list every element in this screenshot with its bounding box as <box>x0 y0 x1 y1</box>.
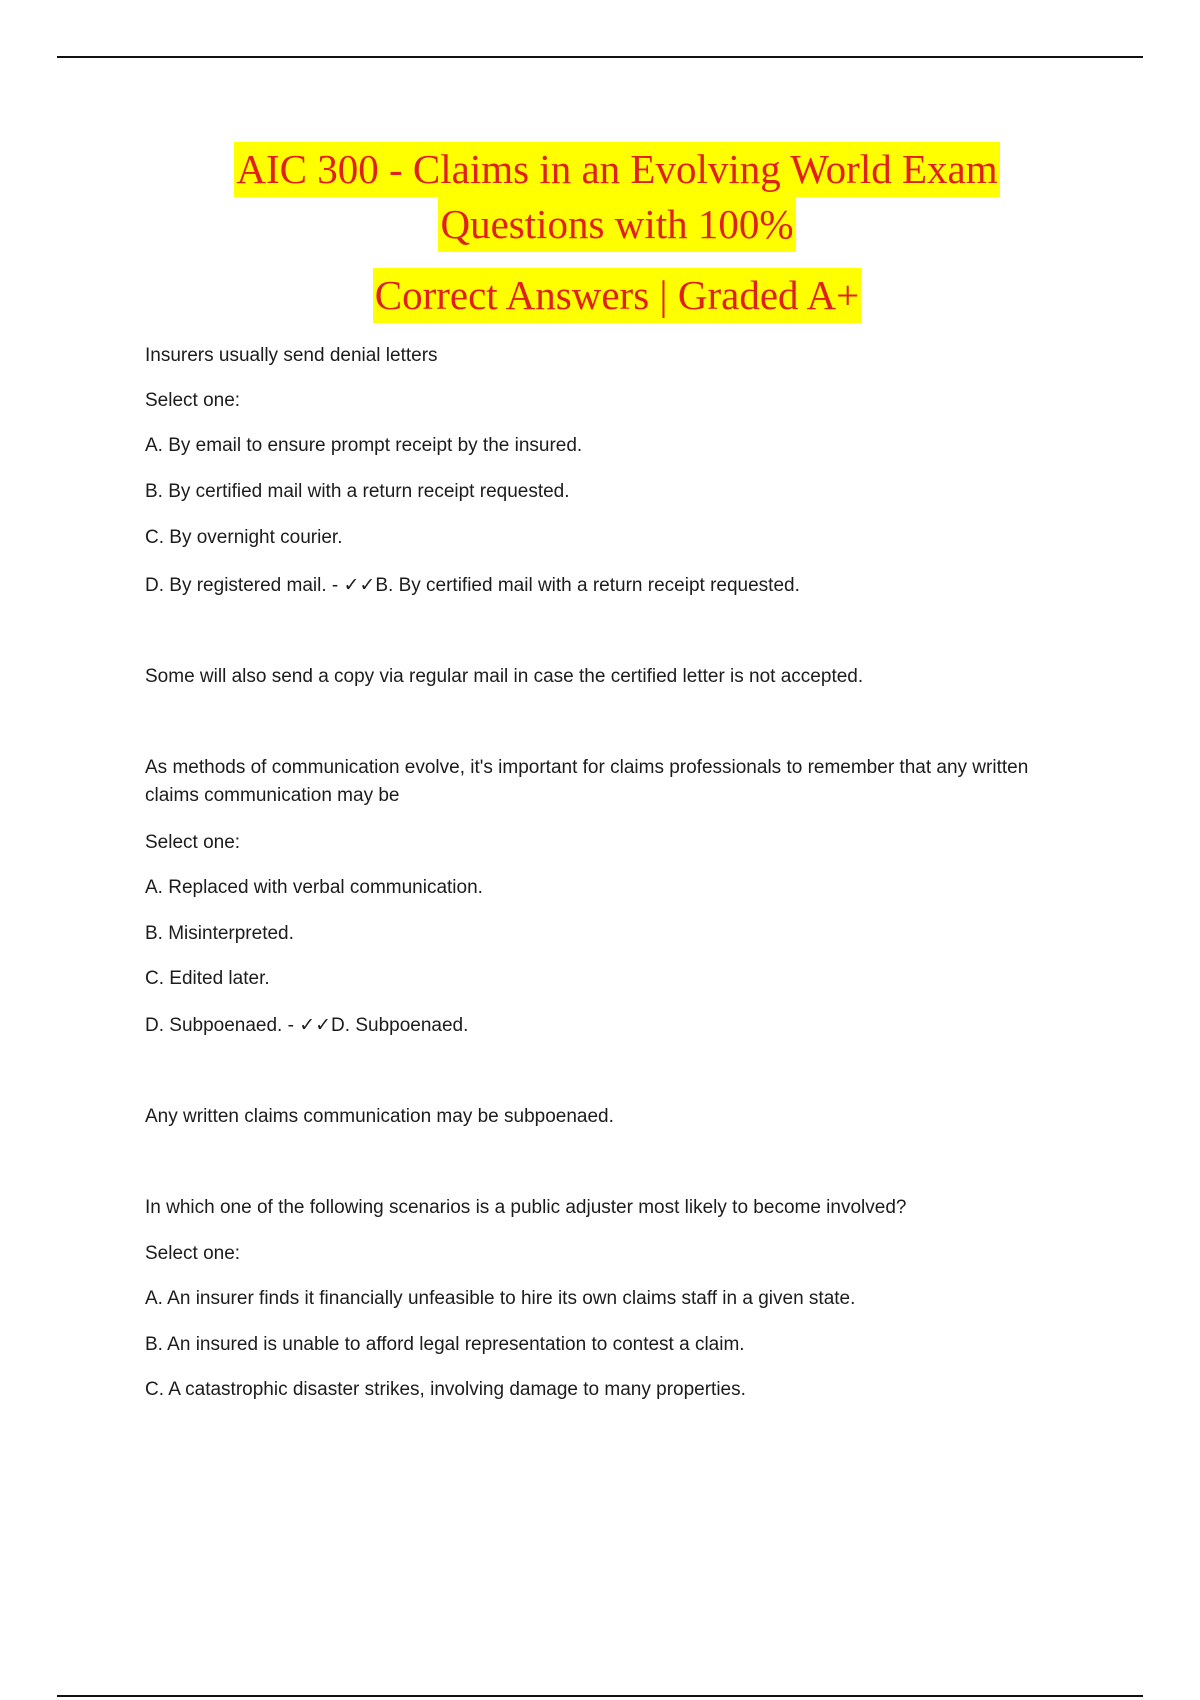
question-2-instruction: Select one: <box>145 832 241 853</box>
header-rule <box>57 56 1143 58</box>
title-line-3: Correct Answers | Graded A+ <box>373 268 862 323</box>
question-2-option-a: A. Replaced with verbal communication. <box>145 877 483 898</box>
question-2-option-c: C. Edited later. <box>145 968 270 989</box>
footer-rule <box>57 1695 1143 1697</box>
question-1-explanation: Some will also send a copy via regular mail in case the certified letter is not accepted. <box>145 666 864 687</box>
question-1-option-b: B. By certified mail with a return receipt requested. <box>145 481 570 502</box>
question-3-option-c: C. A catastrophic disaster strikes, involving damage to many properties. <box>145 1379 746 1400</box>
question-1-instruction: Select one: <box>145 390 241 411</box>
title-line-2: Questions with 100% <box>438 197 795 252</box>
question-2-prompt: As methods of communication evolve, it's important for claims professionals to remember that any written claims communication may be <box>145 757 1029 806</box>
question-3-option-b: B. An insured is unable to afford legal representation to contest a claim. <box>145 1334 745 1355</box>
question-2-explanation: Any written claims communication may be subpoenaed. <box>145 1106 614 1127</box>
question-1-option-c: C. By overnight courier. <box>145 527 343 548</box>
question-3-prompt: In which one of the following scenarios is a public adjuster most likely to become involved? <box>145 1197 907 1218</box>
question-1-option-d-answer: D. By registered mail. - ✓✓B. By certified mail with a return receipt requested. <box>145 575 800 596</box>
question-2-option-d-answer: D. Subpoenaed. - ✓✓D. Subpoenaed. <box>145 1015 469 1036</box>
question-3-instruction: Select one: <box>145 1243 241 1264</box>
title-line-1: AIC 300 - Claims in an Evolving World Exam <box>234 142 999 197</box>
question-2-option-b: B. Misinterpreted. <box>145 923 294 944</box>
question-1-option-a: A. By email to ensure prompt receipt by the insured. <box>145 435 583 456</box>
question-1-prompt: Insurers usually send denial letters <box>145 345 438 366</box>
question-3-option-a: A. An insurer finds it financially unfeasible to hire its own claims staff in a given state. <box>145 1288 856 1309</box>
document-title <box>0 142 1200 323</box>
